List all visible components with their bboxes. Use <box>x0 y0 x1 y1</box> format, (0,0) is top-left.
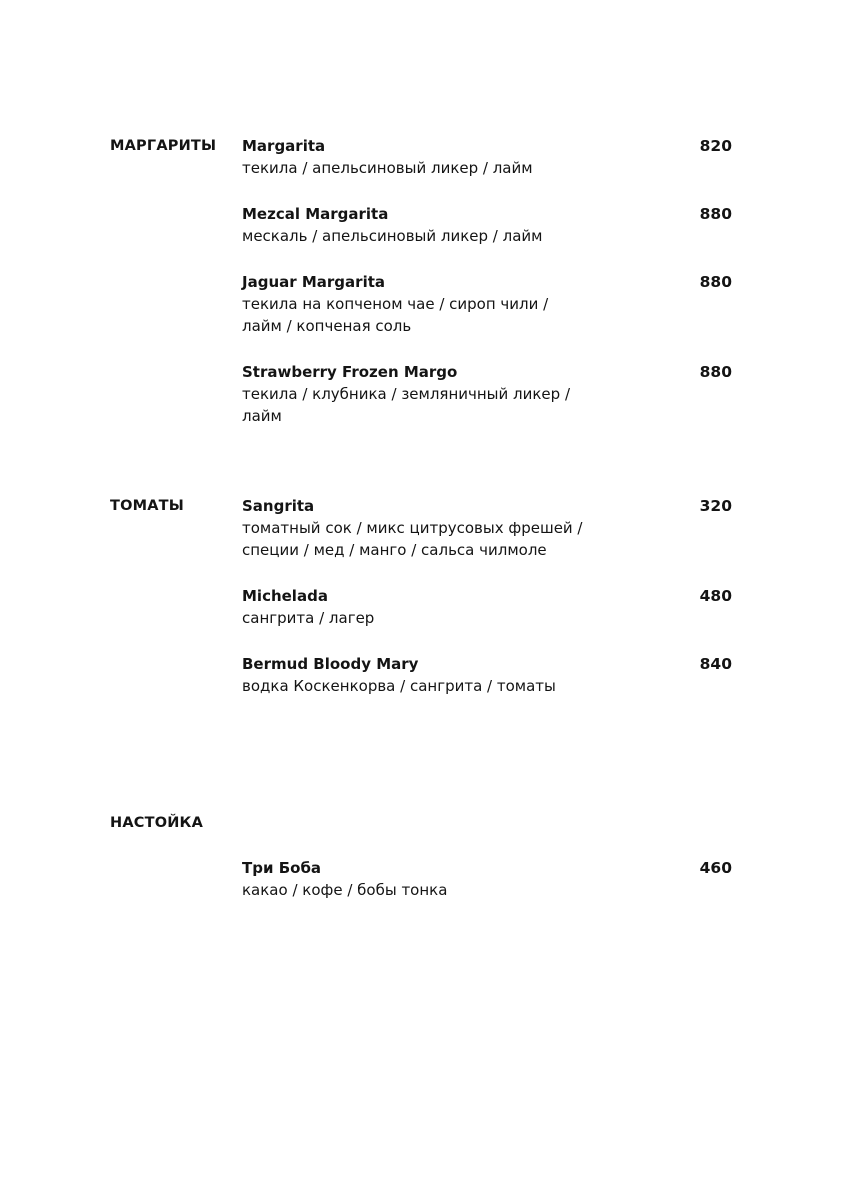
section-title-tomatoes: ТОМАТЫ <box>110 498 184 514</box>
item-description-line: водка Коскенкорва / сангрита / томаты <box>242 677 556 695</box>
item-description-line: текила на копченом чае / сироп чили / <box>242 295 549 313</box>
item-description <box>242 879 734 901</box>
item-description-line: какао / кофе / бобы тонка <box>242 881 448 899</box>
item-description-line: текила / клубника / земляничный ликер / <box>242 385 571 403</box>
item-price: 880 <box>699 363 732 381</box>
item-description-line: мескаль / апельсиновый ликер / лайм <box>242 227 543 245</box>
item-name: Sangrita <box>242 497 315 515</box>
item-price: 880 <box>699 273 732 291</box>
item-name: Три Боба <box>242 859 322 877</box>
item-price: 840 <box>699 655 732 673</box>
item-price: 460 <box>699 859 732 877</box>
item-price: 880 <box>699 205 732 223</box>
item-description <box>242 517 734 561</box>
menu-item <box>242 495 734 561</box>
item-description <box>242 293 734 337</box>
item-description-line: томатный сок / микс цитрусовых фрешей / <box>242 519 583 537</box>
item-name: Jaguar Margarita <box>242 273 385 291</box>
item-description-line: лайм <box>242 407 282 425</box>
item-description <box>242 157 734 179</box>
item-description <box>242 225 734 247</box>
menu-item <box>242 857 734 901</box>
menu-item <box>242 361 734 427</box>
item-name: Michelada <box>242 587 328 605</box>
section-title-margaritas: МАРГАРИТЫ <box>110 138 217 154</box>
item-name: Mezcal Margarita <box>242 205 389 223</box>
menu-item <box>242 135 734 179</box>
item-name: Bermud Bloody Mary <box>242 655 419 673</box>
menu-item <box>242 653 734 697</box>
item-description-line: специи / мед / манго / сальса чилмоле <box>242 541 547 559</box>
item-description <box>242 675 734 697</box>
item-description <box>242 383 734 427</box>
menu-item <box>242 203 734 247</box>
item-price: 480 <box>699 587 732 605</box>
menu-item <box>242 271 734 337</box>
item-description-line: текила / апельсиновый ликер / лайм <box>242 159 533 177</box>
item-name: Strawberry Frozen Margo <box>242 363 458 381</box>
item-description-line: сангрита / лагер <box>242 609 375 627</box>
menu-item <box>242 585 734 629</box>
item-description <box>242 607 734 629</box>
item-price: 820 <box>699 137 732 155</box>
item-name: Margarita <box>242 137 326 155</box>
item-description-line: лайм / копченая соль <box>242 317 412 335</box>
section-title-infusion: НАСТОЙКА <box>110 815 204 831</box>
item-price: 320 <box>699 497 732 515</box>
